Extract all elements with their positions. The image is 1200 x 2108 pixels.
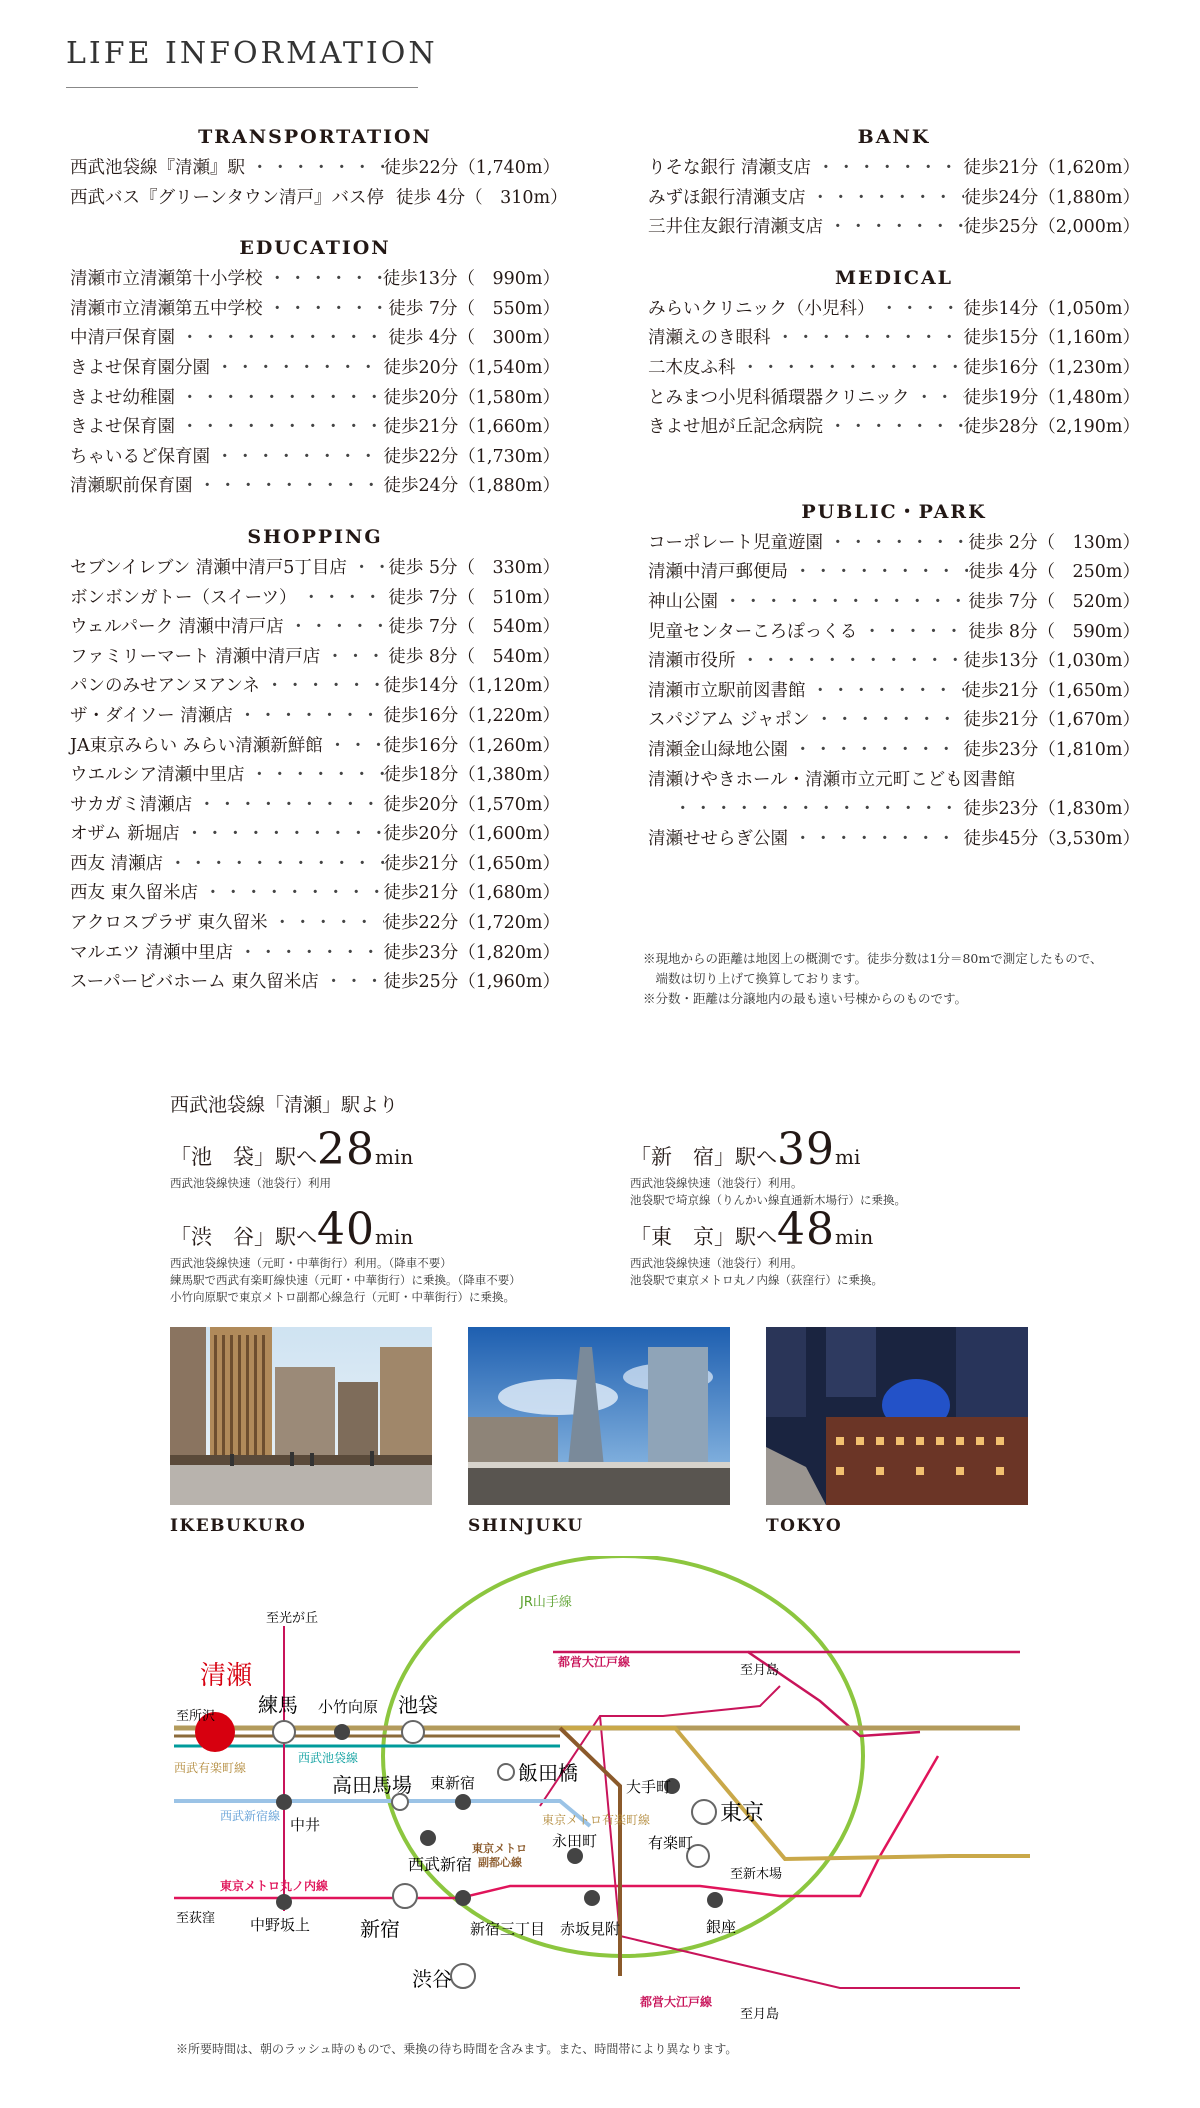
right-column [648,124,1140,854]
leader-dots [823,413,964,443]
leader-dots [788,558,968,588]
destination-route: 小竹向原駅で東京メトロ副都心線急行（元町・中華街行）に乗換。 [170,1290,515,1304]
section-medical [648,265,1140,443]
facility-name: りそな銀行 清瀬支店 [648,158,812,178]
station-label-nakai: 中井 [290,1816,321,1834]
facility-name: 西武バス『グリーンタウン清戸』バス停 [70,187,384,208]
facility-name: 西武池袋線『清瀬』駅 [70,158,245,178]
station-label-akasakamitsuke: 赤坂見附 [560,1920,621,1938]
walking-distance: 徒歩21分（1,660m） [383,417,560,438]
station-label-kiyose: 清瀬 [200,1661,253,1691]
leader-dots [210,443,384,473]
line-label-metro-yurakucho: 東京メトロ有楽町線 [542,1813,651,1827]
facility-name: ザ・ダイソー 清瀬店 [70,705,233,726]
line-label-seibu-shinjuku: 西武新宿線 [220,1809,281,1823]
station-label-yurakucho: 有楽町 [648,1834,694,1852]
walking-distance: 徒歩20分（1,570m） [383,794,560,815]
leader-dots [284,613,389,643]
leader-dots [320,643,388,673]
footnote: ※所要時間は、朝のラッシュ時のもので、乗換の待ち時間を含みます。また、時間帯により異なります。 [176,2042,738,2056]
list-item [648,154,1140,184]
page-title: LIFE INFORMATION [66,36,438,71]
leader-dots [193,472,384,502]
leader-dots [384,184,396,214]
list-item [70,968,560,998]
photo-caption-ikebukuro: IKEBUKURO [170,1516,307,1536]
list-item [648,354,1140,384]
station-label-tokyo: 東京 [720,1801,765,1826]
leader-dots [648,795,964,825]
section-transportation [70,124,568,213]
section-heading: TRANSPORTATION [198,126,432,148]
leader-dots [323,732,384,762]
station-shinjukusanchome [455,1890,471,1906]
walking-distance: 徒歩13分（ 990m） [382,269,560,290]
station-label-otemachi: 大手町 [626,1778,672,1796]
facility-name: 清瀬金山緑地公園 [648,739,788,760]
leader-dots [874,295,963,325]
photo-caption-tokyo: TOKYO [766,1516,843,1536]
list-item [70,384,560,414]
line-label-yamanote: JR山手線 [520,1595,572,1610]
facility-name: 清瀬市役所 [648,651,736,672]
walking-distance: 徒歩22分（1,730m） [383,446,560,467]
walking-distance: 徒歩21分（1,680m） [383,883,560,904]
leader-dots [909,384,963,414]
facility-name: パンのみせアンヌアンネ [70,676,260,697]
destination-minutes: 40 [317,1204,375,1255]
walking-distance: 徒歩21分（1,650m） [963,680,1140,701]
leader-dots [347,554,388,584]
line-label-marunouchi: 東京メトロ丸ノ内線 [220,1879,329,1893]
destination-shinjuku [630,1124,906,1209]
list-item [70,184,568,214]
walking-distance: 徒歩25分（1,960m） [383,972,560,993]
list-item [70,265,560,295]
walking-distance: 徒歩22分（1,720m） [383,913,560,934]
leader-dots [268,909,384,939]
facility-name: ボンボンガトー（スイーツ） [70,587,297,608]
facility-name: JA東京みらい みらい清瀬新鮮館 [70,735,323,756]
station-label-kotake: 小竹向原 [318,1698,379,1716]
facility-name: スーパービバホーム 東久留米店 [70,972,319,993]
direction-ogikubo: 至荻窪 [176,1911,216,1926]
list-item [70,154,560,184]
list-item [648,706,1140,736]
line-label-seibu-ikebukuro: 西武池袋線 [298,1751,359,1765]
station-label-shibuya: 渋谷 [412,1967,452,1991]
list-item [70,939,560,969]
list-item [70,613,560,643]
list-item [648,529,1140,559]
station-label-nakanosakaue: 中野坂上 [250,1916,311,1934]
destination-label: 「東 京」駅へ [630,1225,777,1249]
facility-name: マルエツ 清瀬中里店 [70,942,234,963]
station-tokyo [692,1800,716,1824]
list-item [70,354,560,384]
section-heading: EDUCATION [239,237,391,260]
list-item [648,213,1140,243]
walking-distance: 徒歩20分（1,580m） [383,387,560,408]
destination-unit: min [375,1225,414,1249]
leader-dots [806,184,964,214]
leader-dots [260,672,384,702]
leader-dots [210,354,384,384]
facility-name: とみまつ小児科循環器クリニック [648,387,910,408]
walking-distance: 徒歩 5分（ 330m） [388,557,560,578]
walking-distance: 徒歩23分（1,830m） [963,799,1140,820]
walking-distance: 徒歩16分（1,230m） [963,357,1140,378]
walking-distance: 徒歩15分（1,160m） [963,328,1140,349]
walking-distance: 徒歩 2分（ 130m） [968,532,1140,553]
walking-distance: 徒歩25分（2,000m） [963,217,1140,238]
leader-dots [296,584,388,614]
list-item [648,766,1140,796]
station-shinjuku [393,1884,417,1908]
facility-name: みずほ銀行清瀬支店 [648,187,806,208]
station-label-nerima: 練馬 [258,1693,298,1717]
leader-dots [192,791,383,821]
walking-distance: 徒歩 7分（ 540m） [388,617,560,638]
facility-name: サカガミ清瀬店 [70,794,193,815]
section-education [70,235,560,502]
list-item [648,413,1140,443]
leader-dots [198,879,383,909]
leader-dots [263,265,383,295]
note-line: 端数は切り上げて換算しております。 [643,971,868,986]
facility-name: 西友 清瀬店 [70,853,164,874]
station-label-iidabashi: 飯田橋 [518,1761,578,1785]
walking-distance: 徒歩 7分（ 550m） [388,298,560,319]
distance-notes [643,949,1153,1009]
direction-tokorozawa: 至所沢 [176,1709,216,1724]
note-line: ※分数・距離は分譲地内の最も遠い号棟からのものです。 [643,991,968,1006]
walking-distance: 徒歩 7分（ 520m） [968,591,1140,612]
destination-unit: mi [835,1145,861,1169]
destination-route: 西武池袋線快速（元町・中華街行）利用。（降車不要） [170,1256,452,1270]
photo-caption-shinjuku: SHINJUKU [468,1516,584,1536]
walking-distance: 徒歩45分（3,530m） [963,828,1140,849]
station-nakanosakaue [276,1894,292,1910]
destination-label: 「池 袋」駅へ [170,1145,317,1169]
facility-name: きよせ保育園分園 [70,357,210,378]
destination-minutes: 39 [777,1124,835,1175]
station-nerima [273,1721,295,1743]
walking-distance: 徒歩23分（1,810m） [963,739,1140,760]
walking-distance: 徒歩14分（1,120m） [383,676,560,697]
list-item [70,879,560,909]
walking-distance: 徒歩18分（1,380m） [383,765,560,786]
facility-name: 二木皮ふ科 [648,357,736,378]
leader-dots [788,825,964,855]
walking-distance: 徒歩20分（1,600m） [383,824,560,845]
direction-shinkiba: 至新木場 [730,1867,783,1882]
list-item [70,472,560,502]
walking-distance: 徒歩 8分（ 590m） [968,621,1140,642]
leader-dots [163,850,383,880]
station-kotake [334,1724,350,1740]
station-label-seibushinjuku: 西武新宿 [408,1855,473,1874]
line-label-fukutoshin-1: 東京メトロ [472,1842,527,1855]
walking-distance: 徒歩16分（1,220m） [383,705,560,726]
list-item [70,732,560,762]
walking-distance: 徒歩 7分（ 510m） [388,587,560,608]
walking-distance: 徒歩22分（1,740m） [383,158,560,178]
list-item [70,554,560,584]
list-item [648,825,1140,855]
leader-dots [245,761,384,791]
note-line: ※現地からの距離は地図上の概測です。徒歩分数は1分＝80mで測定したもので、 [643,951,1103,966]
facility-name: 神山公園 [648,591,718,612]
facility-name: 清瀬市立清瀬第十小学校 [70,269,263,290]
destination-route: 池袋駅で埼京線（りんかい線直通新木場行）に乗換。 [630,1193,906,1207]
leader-dots [175,384,384,414]
destination-ikebukuro [170,1124,413,1192]
leader-dots [736,354,964,384]
list-item [70,324,560,354]
list-item [70,702,560,732]
tokyo-photo [766,1327,1028,1505]
station-higashishinjuku [455,1794,471,1810]
leader-dots [718,588,968,618]
leader-dots [263,295,389,325]
facility-name: 西友 東久留米店 [70,883,199,904]
facility-name: 清瀬市立駅前図書館 [648,680,806,701]
leader-dots [806,677,964,707]
walking-distance: 徒歩21分（1,620m） [963,158,1140,178]
direction-tsukishima-2: 至月島 [740,2007,780,2022]
leader-dots [857,618,968,648]
line-label-oedo-2: 都営大江戸線 [640,1995,713,2009]
destination-route: 西武池袋線快速（池袋行）利用。 [630,1176,803,1190]
section-heading: MEDICAL [834,266,954,289]
station-iidabashi [498,1764,514,1780]
station-label-takadanobaba: 高田馬場 [332,1773,412,1797]
destination-unit: min [835,1225,874,1249]
list-item [648,324,1140,354]
list-item [70,413,560,443]
facility-name: 清瀬えのき眼科 [648,328,771,349]
list-item [648,795,1140,825]
station-ikebukuro [402,1721,424,1743]
destination-shibuya [170,1204,521,1306]
destination-route: 西武池袋線快速（池袋行）利用。 [630,1256,803,1270]
section-heading: SHOPPING [247,525,383,548]
list-item [648,588,1140,618]
shinjuku-photo [468,1327,730,1505]
station-ginza [707,1892,723,1908]
facility-name: セブンイレブン 清瀬中清戸5丁目店 [70,557,347,578]
facility-name: ファミリーマート 清瀬中清戸店 [70,646,321,667]
facility-name: 中清戸保育園 [70,328,175,349]
station-label-ikebukuro: 池袋 [398,1693,438,1717]
facility-name: 清瀬市立清瀬第五中学校 [70,298,263,319]
ikebukuro-photo [170,1327,432,1505]
station-label-shinjukusanchome: 新宿三丁目 [470,1920,546,1938]
leader-dots [233,702,384,732]
list-item [70,584,560,614]
walking-distance: 徒歩13分（1,030m） [963,651,1140,672]
list-item [648,384,1140,414]
list-item [70,761,560,791]
section-heading: PUBLIC・PARK [801,500,987,523]
station-nakai [276,1794,292,1810]
list-item [648,295,1140,325]
destination-minutes: 48 [777,1204,835,1255]
list-item [648,677,1140,707]
walking-distance: 徒歩28分（2,190m） [963,417,1140,438]
leader-dots [180,820,384,850]
list-item [648,184,1140,214]
walking-distance: 徒歩24分（1,880m） [963,187,1140,208]
facility-name: 清瀬けやきホール・清瀬市立元町こども図書館 [648,769,1016,790]
station-label-shinjuku: 新宿 [360,1917,400,1941]
section-shopping [70,524,560,998]
station-label-ginza: 銀座 [706,1918,737,1936]
direction-hikarigaoka: 至光が丘 [266,1611,319,1626]
facility-name: みらいクリニック（小児科） [648,298,875,319]
list-item [648,736,1140,766]
leader-dots [771,324,964,354]
access-origin: 西武池袋線「清瀬」駅より [170,1094,399,1116]
facility-name: ウエルシア清瀬中里店 [70,765,245,786]
walking-distance: 徒歩21分（1,670m） [963,710,1140,731]
facility-name: アクロスプラザ 東久留米 [70,913,268,934]
list-item [70,295,560,325]
destination-label: 「渋 谷」駅へ [170,1225,317,1249]
leader-dots [233,939,383,969]
facility-name: スパジアム ジャポン [648,710,810,731]
line-label-oedo-1: 都営大江戸線 [558,1655,631,1669]
line-label-seibu-yurakucho: 西武有楽町線 [174,1761,247,1775]
facility-name: 清瀬せせらぎ公園 [648,828,788,849]
facility-name: きよせ旭が丘記念病院 [648,417,823,438]
destination-route: 練馬駅で西武有楽町線快速（元町・中華街行）に乗換。（降車不要） [170,1273,521,1287]
list-item [70,672,560,702]
walking-distance: 徒歩 8分（ 540m） [388,646,560,667]
walking-distance: 徒歩21分（1,650m） [383,853,560,874]
destination-label: 「新 宿」駅へ [630,1145,777,1169]
list-item [70,791,560,821]
facility-name: ちゃいるど保育園 [70,446,210,467]
list-item [648,647,1140,677]
destination-route: 西武池袋線快速（池袋行）利用 [170,1176,331,1190]
title-divider [66,87,418,88]
destination-minutes: 28 [317,1124,375,1175]
leader-dots [823,529,968,559]
leader-dots [175,324,388,354]
walking-distance: 徒歩23分（1,820m） [383,942,560,963]
route-map [160,1556,1040,2030]
facility-name: コーポレート児童遊園 [648,532,823,553]
walking-distance: 徒歩24分（1,880m） [383,476,560,497]
section-public-park [648,499,1140,855]
line-label-fukutoshin-2: 副都心線 [478,1856,522,1869]
list-item [648,618,1140,648]
list-item [70,850,560,880]
leader-dots [823,213,964,243]
list-item [70,643,560,673]
station-label-nagatacho: 永田町 [552,1832,598,1850]
facility-name: きよせ幼稚園 [70,387,175,408]
facility-name: 三井住友銀行清瀬支店 [648,217,823,238]
walking-distance: 徒歩19分（1,480m） [963,387,1140,408]
facility-name: 児童センターころぽっくる [648,621,858,642]
walking-distance: 徒歩 4分（ 310m） [395,187,568,208]
station-seibushinjuku [420,1830,436,1846]
destination-unit: min [375,1145,414,1169]
facility-name: オザム 新堀店 [70,824,180,845]
station-nagatacho [567,1848,583,1864]
walking-distance: 徒歩14分（1,050m） [963,298,1140,319]
section-bank [648,124,1140,243]
list-item [70,820,560,850]
oedo-line-lower-south [600,1716,1020,1988]
facility-name: 清瀬駅前保育園 [70,476,193,497]
leader-dots [788,736,964,766]
walking-distance: 徒歩20分（1,540m） [383,357,560,378]
facility-name: 清瀬中清戸郵便局 [648,562,788,583]
list-item [70,909,560,939]
left-column [70,124,568,998]
leader-dots [810,706,964,736]
station-akasakamitsuke [584,1890,600,1906]
list-item [648,558,1140,588]
walking-distance: 徒歩 4分（ 300m） [388,328,560,349]
list-item [70,443,560,473]
station-label-higashishinjuku: 東新宿 [430,1774,476,1792]
facility-name: きよせ保育園 [70,417,175,438]
direction-tsukishima-1: 至月島 [740,1663,780,1678]
leader-dots [319,968,384,998]
leader-dots [811,154,963,184]
walking-distance: 徒歩 4分（ 250m） [968,562,1140,583]
destination-tokyo [630,1204,883,1289]
station-shibuya [451,1964,475,1988]
leader-dots [245,154,384,184]
section-heading: BANK [857,126,931,148]
walking-distance: 徒歩16分（1,260m） [383,735,560,756]
leader-dots [175,413,384,443]
destination-route: 池袋駅で東京メトロ丸ノ内線（荻窪行）に乗換。 [630,1273,883,1287]
facility-name: ウェルパーク 清瀬中清戸店 [70,617,284,638]
leader-dots [736,647,964,677]
